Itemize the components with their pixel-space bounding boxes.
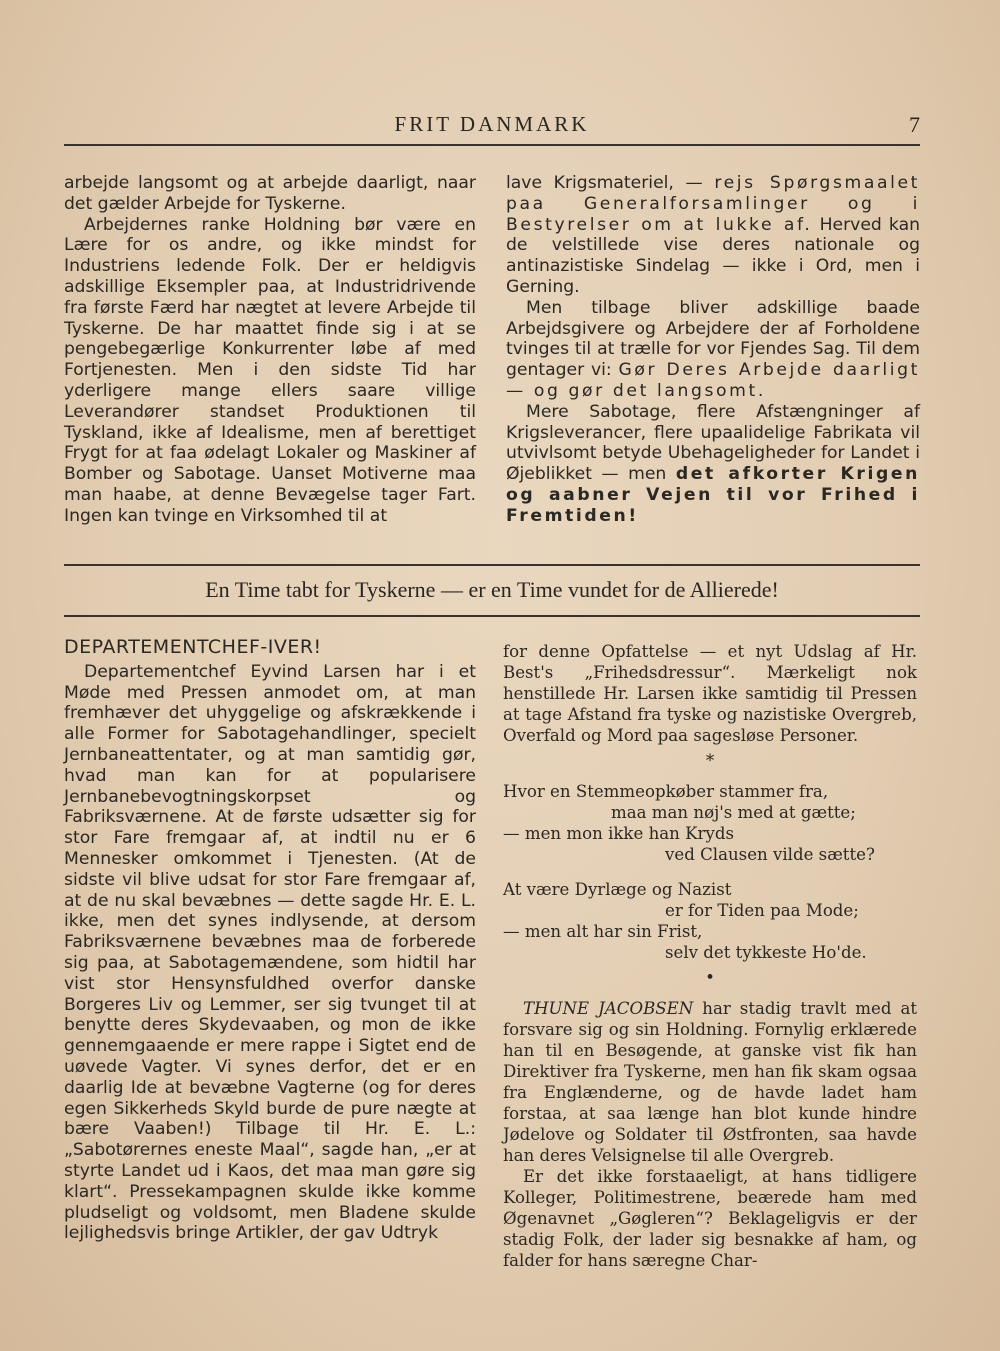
header-rule (64, 144, 920, 146)
slogan: En Time tabt for Tyskerne — er en Time vundet for de Allierede! (205, 577, 779, 602)
paragraph: lave Krigsmateriel, — rejs Spørgsmaalet paa Generalforsamlinger og i Bestyrelser om at lukke af. Herved kan de velstillede vise deres nationale og antinazistiske Sindelag — ikke i Ord, men i Gerning. (506, 173, 921, 297)
separator-star: * (705, 751, 715, 770)
paragraph: for denne Opfattelse — et nyt Udslag af Hr. Best's „Frihedsdressur“. Mærkeligt nok henstillede Hr. Larsen ikke samtidig til Pressen at tage Afstand fra tyske og nazistiske Overgreb, Overfald og Mord paa sagesløse Personer. (503, 642, 917, 745)
page-number: 7 (909, 112, 920, 137)
paragraph: THUNE JACOBSEN har stadig travlt med at forsvare sig og sin Holdning. Fornylig erklærede han til en Besøgende, at ganske vist fik han Direktiver fra Tyskerne, men han fik skam ogsaa fra Englænderne, og de havde ladet ham forstaa, at saa længe han blot kunde hindre Jødelove og Soldater til Østfronten, saa havde han deres Velsignelse til alle Overgreb. (503, 999, 918, 1165)
slogan-rule-bottom (64, 615, 920, 617)
paragraph: Departementchef Eyvind Larsen har i et Møde med Pressen anmodet om, at man fremhæver det uhyggelige og afskrækkende i alle Former for Sabotagehandlinger, specielt Jernbaneattentater, og at man samtidig gør, hvad man kan for at popularisere Jernbanebevogtningskorpset og Fabriksværnene. At de første udsætter sig for stor Fare fremgaar af, at indtil nu er 6 Mennesker omkommet i Tjenesten. (At de sidste vil blive udsat for stor Fare fremgaar af, at de nu skal bevæbnes — dette sagde Hr. E. L. ikke, men det synes indlysende, at dersom Fabriksværnene bevæbnes maa de forberede sig paa, at Sabotagemændene, som hidtil har vist stor Hensynsfuldhed overfor danske Borgeres Liv og Lemmer, ser sig tvunget til at benytte deres Skydevaaben, og mon de ikke gennemgaaende er mere rappe i Sigtet end de uøvede Vagter. Vi synes derfor, det er en daarlig Ide at bevæbne Vagterne (og for deres egen Sikkerheds Skyld burde de pure nægte at bære Vaaben!) Tilbage til Hr. E. L.: „Sabotørernes eneste Maal“, sagde han, „er at styrte Landet ud i Kaos, det maa man gøre sig klart“. Pressekampagnen skulde ikke komme pludseligt og voldsomt, men Bladene skulde lejlighedsvis bringe Artikler, der gav Udtryk (64, 661, 476, 1244)
paragraph: Er det ikke forstaaeligt, at hans tidligere Kolleger, Politimestrene, beærede ham med Øgenavnet „Gøgleren“? Beklageligvis er der stadig Folk, der lader sig besnakke af ham, og falder for hans særegne Char- (503, 1167, 917, 1270)
paragraph: Arbejdernes ranke Holdning bør være en Lære for os andre, og ikke mindst for Industriens ledende Folk. Der er heldigvis adskillige Eksempler paa, at Industridrivende fra første Færd har nægtet at levere Arbejde til Tyskerne. De har maattet finde sig i at se pengebegærlige Konkurrenter løbe af med Fortjenesten. Men i den sidste Tid har yderligere mange ellers saare villige Leverandører standset Produktionen til Tyskland, ikke af Idealisme, men af berettiget Frygt for at faa ødelagt Lokaler og Maskiner af Bomber og Sabotage. Uanset Motiverne maa man haabe, at denne Bevægelse tager Fart. Ingen kan tvinge en Virksomhed til at (64, 214, 476, 526)
bottom-left-column (64, 637, 476, 1244)
top-left-column (64, 173, 476, 527)
bottom-right-column (503, 641, 917, 1271)
page-header (64, 112, 920, 142)
verse: Hvor en Stemmeopkøber stammer fra, maa man nøj's med at gætte; — men mon ikke han Kryds ved Clausen vilde sætte? At være Dyrlæge og Nazist er for Tiden paa Mode; — men alt har sin Frist, selv det tykkeste Ho'de. (503, 782, 875, 962)
publication-title: FRIT DANMARK (394, 112, 590, 136)
slogan-rule-top (64, 564, 920, 566)
article-heading: DEPARTEMENTCHEF-IVER! (64, 636, 322, 658)
paragraph: Mere Sabotage, flere Afstængninger af Krigsleverancer, flere upaalidelige Fabrikata vil utvivlsomt betyde Ubehageligheder for Landet i Øjeblikket — men det afkorter Krigen og aabner Vejen til vor Frihed i Fremtiden! (506, 401, 920, 526)
separator-dot: • (705, 968, 715, 987)
top-right-column (506, 173, 920, 527)
paragraph: arbejde langsomt og at arbejde daarligt, naar det gælder Arbejde for Tyskerne. (64, 173, 476, 214)
paragraph: Men tilbage bliver adskillige baade Arbejdsgivere og Arbejdere der af Forholdene tvinges til at trælle for vor Fjendes Sag. Til dem gentager vi: Gør Deres Arbejde daarligt — og gør det langsomt. (506, 297, 920, 401)
